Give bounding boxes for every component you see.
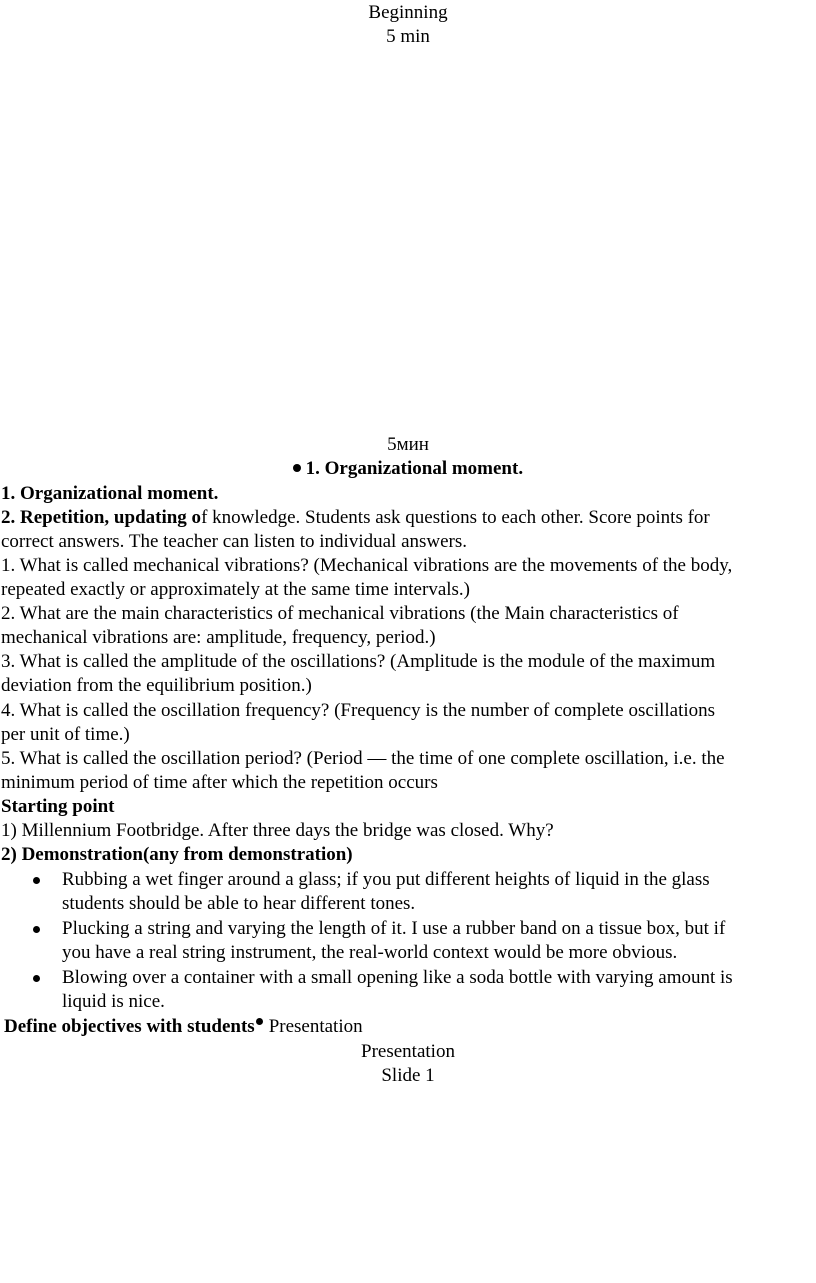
objectives-line [4,1015,363,1039]
bullet-icon [293,464,301,472]
starting-point-heading: Starting point [1,796,115,817]
demo-item-1-line-1: Rubbing a wet finger around a glass; if you put different heights of liquid in the glass [62,869,710,890]
demo-item-2-line-2: you have a real string instrument, the real-world context would be more obvious. [62,942,678,963]
stage-duration: 5 min [386,26,430,47]
question-5-line-1: 5. What is called the oscillation period? (Period — the time of one complete oscillation, i.e. the [1,748,725,769]
bullet-heading-text: 1. Organizational moment. [305,458,524,479]
question-3-line-2: deviation from the equilibrium position.) [1,675,312,696]
org-moment-heading: 1. Organizational moment. [1,483,219,504]
repetition-bold: 2. Repetition, updating o [1,507,202,528]
millennium-footbridge: 1) Millennium Footbridge. After three days the bridge was closed. Why? [1,820,554,841]
demo-item-1-line-2: students should be able to hear different tones. [62,893,416,914]
question-2-line-1: 2. What are the main characteristics of mechanical vibrations (the Main characteristics of [1,603,679,624]
objectives-presentation: Presentation [268,1016,363,1037]
demonstration-heading: 2) Demonstration(any from demonstration) [1,844,353,865]
demo-item-3-line-1: Blowing over a container with a small opening like a soda bottle with varying amount is [62,967,733,988]
question-2-line-2: mechanical vibrations are: amplitude, frequency, period.) [1,627,436,648]
demo-item-2-line-1: Plucking a string and varying the length of it. I use a rubber band on a tissue box, but if [62,918,726,939]
question-4-line-1: 4. What is called the oscillation frequency? (Frequency is the number of complete oscillations [1,700,716,721]
repetition-line-2: correct answers. The teacher can listen to individual answers. [1,531,468,552]
list-bullet-icon [33,877,40,884]
bullet-heading [0,457,816,481]
question-3-line-1: 3. What is called the amplitude of the oscillations? (Amplitude is the module of the maximum [1,651,716,672]
question-1-line-1: 1. What is called mechanical vibrations? (Mechanical vibrations are the movements of the body, [1,555,733,576]
resource-slide: Slide 1 [381,1065,435,1086]
question-5-line-2: minimum period of time after which the repetition occurs [1,772,438,793]
question-4-line-2: per unit of time.) [1,724,130,745]
question-1-line-2: repeated exactly or approximately at the same time intervals.) [1,579,470,600]
resource-presentation: Presentation [361,1041,455,1062]
objectives-label: Define objectives with students [4,1016,255,1037]
stage-duration-ru: 5мин [387,434,429,455]
list-bullet-icon [33,975,40,982]
stage-title: Beginning [368,2,448,23]
repetition-rest: f knowledge. Students ask questions to each other. Score points for [201,507,710,528]
demo-item-3-line-2: liquid is nice. [62,991,165,1012]
list-bullet-icon [33,926,40,933]
bullet-icon [256,1018,263,1025]
repetition-line-1 [1,506,710,530]
